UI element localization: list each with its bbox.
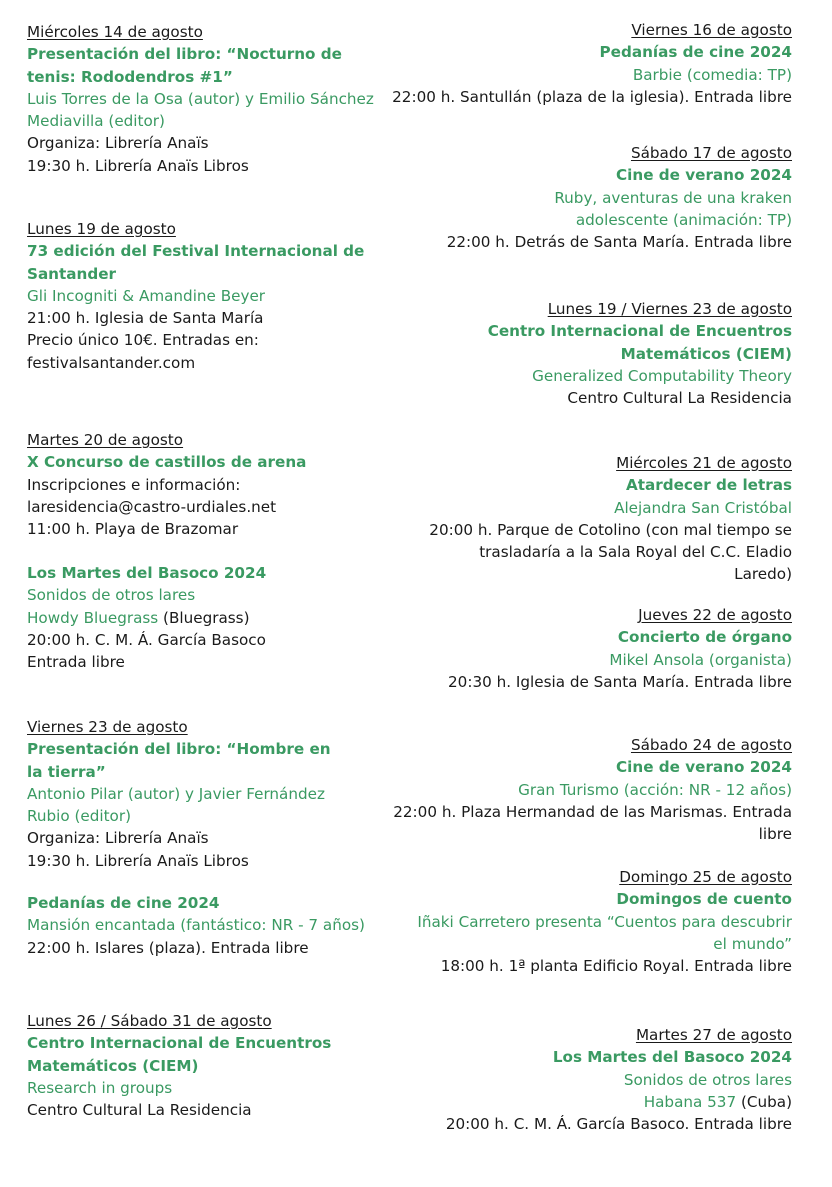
event-subtitle: Gli Incogniti & Amandine Beyer: [27, 286, 266, 305]
event-right-7: [362, 866, 792, 977]
event-left-2: [27, 218, 377, 374]
event-left-1: [27, 21, 377, 177]
event-performer: Habana 537: [643, 1092, 737, 1111]
event-title: Cine de verano 2024: [616, 758, 792, 777]
event-info: Inscripciones e información:: [27, 475, 241, 494]
event-subtitle: Barbie (comedia: TP): [632, 65, 792, 84]
event-subtitle: Iñaki Carretero presenta “Cuentos para descubrir el mundo”: [417, 912, 792, 953]
event-date: Viernes 23 de agosto: [27, 718, 188, 736]
event-subtitle: Gran Turismo (acción: NR - 12 años): [518, 780, 792, 799]
event-genre: (Bluegrass): [158, 608, 250, 627]
event-right-6: [362, 734, 792, 845]
event-date: Domingo 25 de agosto: [619, 868, 792, 886]
event-date: Lunes 19 de agosto: [27, 220, 176, 238]
event-subtitle: Research in groups: [27, 1078, 173, 1097]
event-subtitle: Luis Torres de la Osa (autor) y Emilio Sánchez Mediavilla (editor): [27, 89, 374, 131]
event-info: 20:00 h. C. M. Á. García Basoco: [27, 630, 266, 649]
event-left-4: [27, 562, 377, 673]
event-date: Miércoles 21 de agosto: [616, 454, 792, 472]
event-info: 19:30 h. Librería Anaïs Libros: [27, 156, 249, 175]
event-title: Centro Internacional de Encuentros Matemáticos (CIEM): [27, 1034, 332, 1075]
event-info: 22:00 h. Santullán (plaza de la iglesia). Entrada libre: [392, 87, 792, 106]
event-subtitle: Antonio Pilar (autor) y Javier Fernández Rubio (editor): [27, 784, 325, 826]
event-subtitle: Sonidos de otros lares: [27, 586, 196, 605]
event-title: Centro Internacional de Encuentros Matemáticos (CIEM): [487, 322, 792, 363]
event-date: Sábado 24 de agosto: [630, 736, 792, 754]
event-date: Martes 20 de agosto: [27, 431, 184, 449]
event-info: 20:30 h. Iglesia de Santa María. Entrada libre: [448, 672, 792, 691]
event-right-8: [362, 1024, 792, 1135]
event-right-2: [362, 142, 792, 253]
event-title: 73 edición del Festival Internacional de Santander: [27, 242, 365, 283]
event-info: Centro Cultural La Residencia: [27, 1101, 252, 1120]
event-left-3: [27, 429, 377, 540]
event-left-5: [27, 716, 377, 872]
event-right-3: [362, 298, 792, 409]
event-title: Los Martes del Basoco 2024: [552, 1048, 792, 1067]
event-performer: Howdy Bluegrass: [27, 608, 159, 627]
event-info: 20:00 h. C. M. Á. García Basoco. Entrada libre: [445, 1115, 792, 1134]
event-info: 22:00 h. Plaza Hermandad de las Marismas. Entrada libre: [393, 802, 792, 844]
event-subtitle: Sonidos de otros lares: [623, 1070, 792, 1089]
event-info: Precio único 10€. Entradas en: festivalsantander.com: [27, 331, 259, 372]
event-title: X Concurso de castillos de arena: [27, 453, 307, 472]
event-date: Lunes 26 / Sábado 31 de agosto: [27, 1012, 272, 1030]
event-info: 22:00 h. Detrás de Santa María. Entrada libre: [446, 233, 792, 252]
event-date: Miércoles 14 de agosto: [27, 23, 203, 41]
event-date: Lunes 19 / Viernes 23 de agosto: [547, 300, 792, 318]
event-right-4: [362, 452, 792, 586]
event-info: 19:30 h. Librería Anaïs Libros: [27, 851, 249, 870]
event-info: Organiza: Librería Anaïs: [27, 134, 209, 153]
event-subtitle: Ruby, aventuras de una kraken adolescente (animación: TP): [554, 188, 792, 229]
event-subtitle: Alejandra San Cristóbal: [614, 498, 792, 517]
event-title: Los Martes del Basoco 2024: [27, 564, 267, 582]
event-title: Presentación del libro: “Hombre en la tierra”: [27, 740, 331, 781]
event-subtitle: Generalized Computability Theory: [532, 366, 792, 385]
event-info: Entrada libre: [27, 653, 125, 672]
event-info: 21:00 h. Iglesia de Santa María: [27, 309, 264, 328]
event-left-6: [27, 892, 377, 959]
event-title: Atardecer de letras: [625, 476, 792, 495]
event-info: Centro Cultural La Residencia: [567, 389, 792, 408]
event-title: Cine de verano 2024: [616, 166, 792, 185]
event-title: Domingos de cuento: [616, 890, 792, 909]
event-subtitle: Mansión encantada (fantástico: NR - 7 años): [27, 916, 365, 935]
event-date: Martes 27 de agosto: [635, 1026, 792, 1044]
event-date: Jueves 22 de agosto: [638, 606, 792, 624]
event-info: 22:00 h. Islares (plaza). Entrada libre: [27, 938, 309, 957]
event-date: Sábado 17 de agosto: [630, 144, 792, 162]
event-title: Pedanías de cine 2024: [27, 894, 220, 912]
event-title: Concierto de órgano: [617, 628, 792, 647]
event-info: 20:00 h. Parque de Cotolino (con mal tiempo se trasladaría a la Sala Royal del C.C. Eladio Laredo): [429, 520, 792, 584]
event-title: Pedanías de cine 2024: [599, 43, 792, 62]
event-title: Presentación del libro: “Nocturno de tenis: Rododendros #1”: [27, 45, 342, 86]
event-subtitle: Mikel Ansola (organista): [609, 650, 792, 669]
event-email[interactable]: laresidencia@castro-urdiales.net: [27, 497, 277, 516]
event-date: Viernes 16 de agosto: [631, 21, 792, 39]
event-right-5: [362, 604, 792, 693]
event-right-1: [362, 19, 792, 108]
event-info: 18:00 h. 1ª planta Edificio Royal. Entrada libre: [440, 957, 792, 976]
event-genre: (Cuba): [736, 1092, 792, 1111]
event-info: 11:00 h. Playa de Brazomar: [27, 520, 239, 539]
event-info: Organiza: Librería Anaïs: [27, 829, 209, 848]
